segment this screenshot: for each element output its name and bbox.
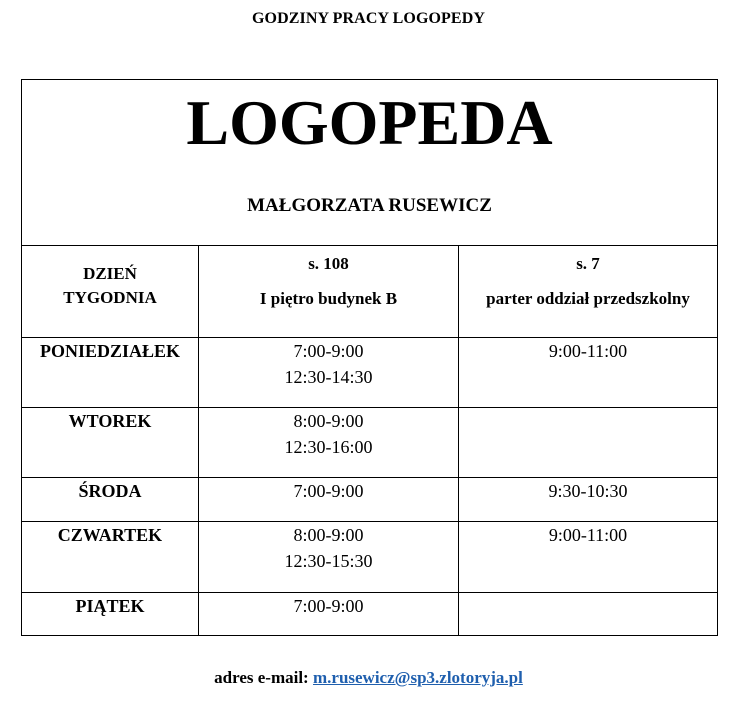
heading: LOGOPEDA [186, 87, 553, 158]
time-range: 12:30-16:00 [284, 437, 373, 457]
day-cell: ŚRODA [22, 478, 199, 522]
time-range: 9:30-10:30 [548, 481, 628, 501]
email-footer [0, 668, 737, 688]
room2-hours-cell [459, 338, 718, 408]
email-link[interactable]: m.rusewicz@sp3.zlotoryja.pl [312, 668, 523, 687]
time-range: 9:00-11:00 [548, 525, 628, 545]
day-cell: WTOREK [22, 408, 199, 478]
room1-hours-cell [199, 478, 459, 522]
time-range: 8:00-9:00 [293, 525, 364, 545]
table-row [22, 593, 718, 636]
room2-description: parter oddział przedszkolny [486, 289, 690, 308]
room1-description: I piętro budynek B [259, 289, 398, 308]
room1-number: s. 108 [308, 254, 349, 273]
table-row [22, 408, 718, 478]
person-name: MAŁGORZATA RUSEWICZ [247, 195, 492, 216]
schedule-body [22, 338, 718, 636]
email-label: adres e-mail: [214, 668, 313, 687]
day-cell: PIĄTEK [22, 593, 199, 636]
room1-hours-cell [199, 408, 459, 478]
table-row [22, 338, 718, 408]
time-range: 12:30-14:30 [284, 367, 373, 387]
day-cell: PONIEDZIAŁEK [22, 338, 199, 408]
title-cell [22, 80, 718, 246]
day-header-line1: DZIEŃ [83, 264, 137, 283]
time-range: 7:00-9:00 [293, 596, 364, 616]
day-cell: CZWARTEK [22, 522, 199, 593]
time-range: 12:30-15:30 [284, 551, 373, 571]
room2-hours-cell [459, 593, 718, 636]
document-title: GODZINY PRACY LOGOPEDY [251, 10, 486, 27]
schedule-table [21, 79, 718, 636]
time-range: 7:00-9:00 [293, 341, 364, 361]
room1-hours-cell [199, 338, 459, 408]
room1-hours-cell [199, 593, 459, 636]
day-column-header [22, 246, 199, 338]
time-range: 8:00-9:00 [293, 411, 364, 431]
table-row [22, 478, 718, 522]
time-range: 7:00-9:00 [293, 481, 364, 501]
day-header-line2: TYGODNIA [63, 288, 157, 307]
column-header-row [22, 246, 718, 338]
room2-hours-cell [459, 408, 718, 478]
room2-number: s. 7 [576, 254, 600, 273]
room2-hours-cell [459, 478, 718, 522]
room1-hours-cell [199, 522, 459, 593]
title-row [22, 80, 718, 246]
room1-column-header [199, 246, 459, 338]
room2-hours-cell [459, 522, 718, 593]
time-range: 9:00-11:00 [548, 341, 628, 361]
table-row [22, 522, 718, 593]
room2-column-header [459, 246, 718, 338]
